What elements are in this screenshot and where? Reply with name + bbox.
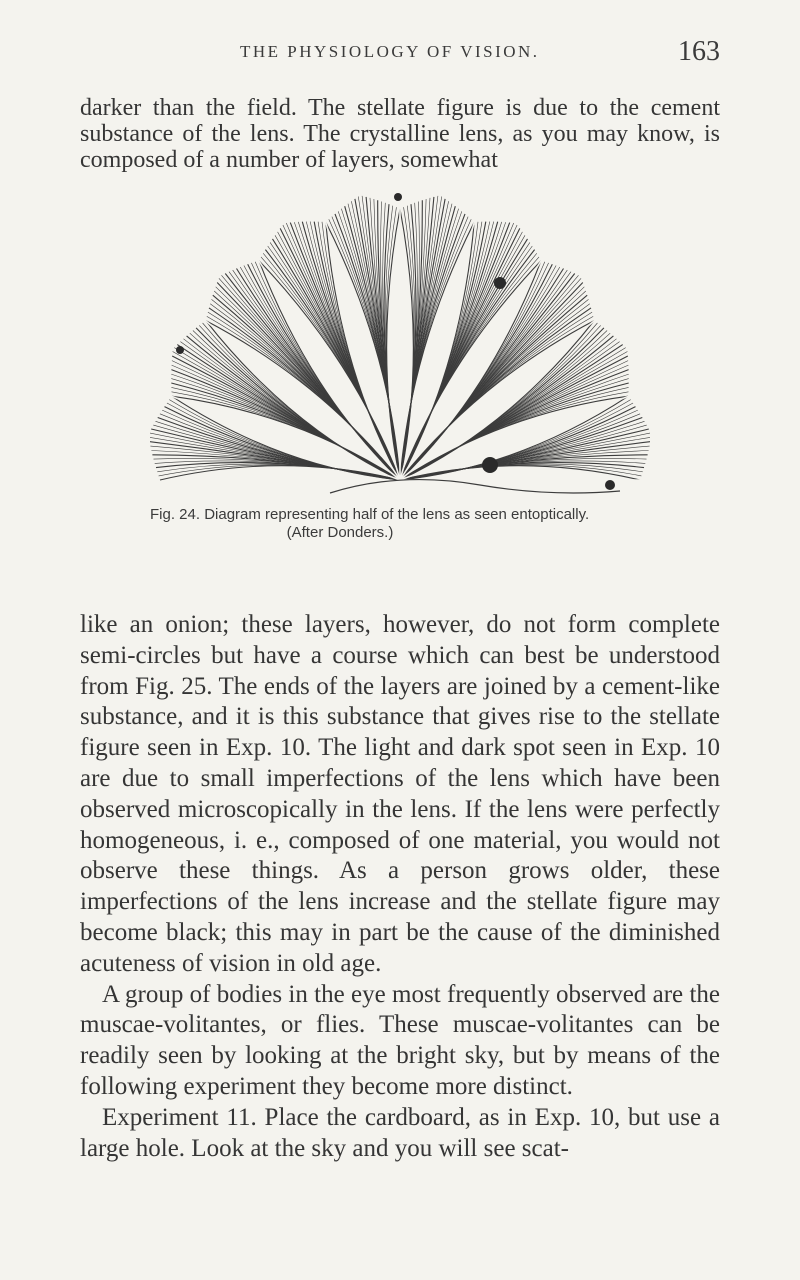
- caption-line-2: (After Donders.): [286, 524, 394, 541]
- page-number: 163: [678, 36, 720, 67]
- lens-base-curve: [330, 480, 620, 493]
- imperfection-spot: [605, 480, 615, 490]
- paragraph-top: darker than the field. The stellate figure is due to the cement substance of the lens. The crystalline lens, as you may know, is composed of a number of layers, somewhat: [80, 95, 720, 173]
- imperfection-spot: [394, 193, 402, 201]
- imperfection-spot: [176, 346, 184, 354]
- caption-line-1: Fig. 24. Diagram representing half of the lens as seen entoptically.: [150, 506, 590, 523]
- figure-caption: [150, 506, 710, 542]
- running-title: THE PHYSIOLOGY OF VISION.: [240, 42, 540, 61]
- lens-diagram-figure: [150, 175, 650, 505]
- paragraph-muscae: A group of bodies in the eye most frequently observed are the muscae-volitantes, or flies. These muscae-volitantes can be readily seen by looking at the bright sky, but by means of the following experiment they become more distinct.: [80, 980, 720, 1100]
- paragraph-experiment-11: Experiment 11. Place the cardboard, as in Exp. 10, but use a large hole. Look at the sky and you will see scat-: [80, 1103, 720, 1162]
- lens-diagram: [150, 175, 650, 505]
- imperfection-spot: [494, 277, 506, 289]
- body-text: [80, 610, 720, 1164]
- imperfection-spot: [482, 457, 498, 473]
- paragraph-lens-layers: like an onion; these layers, however, do not form complete semi-circles but have a course which can best be understood from Fig. 25. The ends of the layers are joined by a cement-like substance, and it is this substance that gives rise to the stellate figure seen in Exp. 10. The light and dark spot seen in Exp. 10 are due to small imperfections of the lens which have been observed microscopically in the lens. If the lens were perfectly homogeneous, i. e., composed of one material, you would not observe these things. As a person grows older, these imperfections of the lens increase and the stellate figure may become black; this may in part be the cause of the diminished acuteness of vision in old age.: [80, 611, 720, 977]
- running-head: [0, 34, 800, 74]
